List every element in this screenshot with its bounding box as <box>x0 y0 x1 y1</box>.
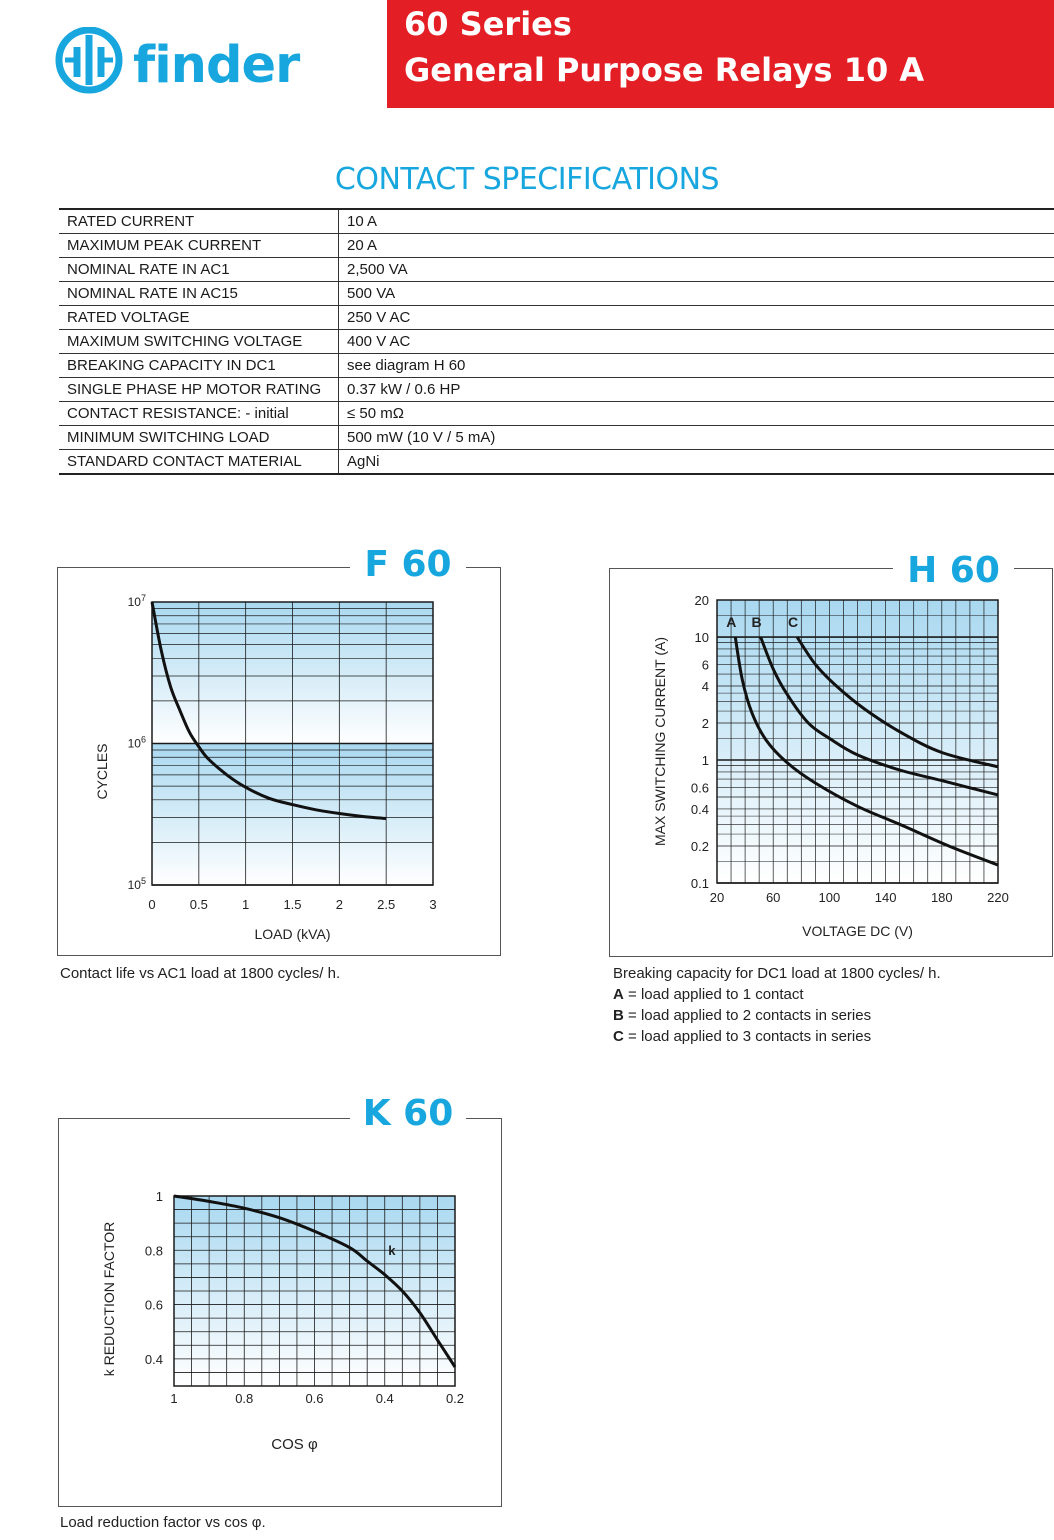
x-axis-label: COS φ <box>271 1436 318 1453</box>
chart-code-f60: F 60 <box>350 545 466 585</box>
spec-value: AgNi <box>339 450 1054 475</box>
series-label-b: B <box>751 614 762 631</box>
series-label-c: C <box>788 614 799 631</box>
chart-k60 <box>58 1118 500 1505</box>
y-tick-label: 0.6 <box>144 1297 163 1313</box>
spec-label: CONTACT RESISTANCE: - initial <box>59 402 339 426</box>
y-tick-label: 0.4 <box>144 1351 163 1367</box>
spec-value: 10 A <box>339 209 1054 234</box>
spec-label: STANDARD CONTACT MATERIAL <box>59 450 339 475</box>
x-tick-label: 1.5 <box>283 897 302 912</box>
x-tick-label: 1 <box>242 897 250 912</box>
legend-row-c: C = load applied to 3 contacts in series <box>613 1028 872 1045</box>
y-tick-label: $10^7$ <box>127 593 146 609</box>
spec-row <box>59 450 1054 475</box>
x-tick-label: 60 <box>765 890 781 905</box>
y-tick-label: 1 <box>155 1189 163 1204</box>
product-title: General Purpose Relays 10 A <box>404 51 925 89</box>
spec-label: RATED CURRENT <box>59 209 339 234</box>
spec-value: 0.37 kW / 0.6 HP <box>339 378 1054 402</box>
x-tick-label: 180 <box>930 890 953 905</box>
spec-value: 20 A <box>339 234 1054 258</box>
y-axis-label: CYCLES <box>94 743 110 800</box>
y-tick-label: $10^5$ <box>127 876 146 892</box>
spec-value: see diagram H 60 <box>339 354 1054 378</box>
spec-row <box>59 402 1054 426</box>
y-tick-label: 0.4 <box>690 801 709 817</box>
caption-h60 <box>613 963 941 1047</box>
spec-label: MINIMUM SWITCHING LOAD <box>59 426 339 450</box>
chart-code-k60: K 60 <box>350 1094 466 1134</box>
y-tick-label: 0.2 <box>690 838 709 854</box>
spec-row <box>59 378 1054 402</box>
y-tick-label: 10 <box>694 630 709 646</box>
spec-row <box>59 330 1054 354</box>
spec-label: NOMINAL RATE IN AC15 <box>59 282 339 306</box>
x-tick-label: 0.4 <box>375 1391 394 1406</box>
x-tick-label: 3 <box>429 897 437 912</box>
caption-h60-text: Breaking capacity for DC1 load at 1800 cycles/ h. <box>613 965 941 982</box>
spec-row <box>59 209 1054 234</box>
x-tick-label: 0.8 <box>235 1391 254 1406</box>
spec-value: 250 V AC <box>339 306 1054 330</box>
legend-row-b: B = load applied to 2 contacts in series <box>613 1007 872 1024</box>
x-axis-label: LOAD (kVA) <box>254 926 331 942</box>
spec-row <box>59 354 1054 378</box>
y-tick-label: 0.6 <box>690 780 709 796</box>
y-axis-label: MAX SWITCHING CURRENT (A) <box>652 637 668 846</box>
legend-row-a: A = load applied to 1 contact <box>613 986 804 1003</box>
chart-h60 <box>609 568 1051 955</box>
y-tick-label: 4 <box>701 678 709 694</box>
x-tick-label: 2.5 <box>377 897 396 912</box>
y-tick-label: 0.1 <box>690 876 709 891</box>
section-heading: CONTACT SPECIFICATIONS <box>334 162 720 197</box>
y-tick-label: 1 <box>701 753 709 769</box>
x-tick-label: 140 <box>874 890 897 905</box>
spec-label: NOMINAL RATE IN AC1 <box>59 258 339 282</box>
finder-emblem-icon <box>55 27 125 97</box>
series-label-k: k <box>388 1243 396 1259</box>
y-tick-label: 6 <box>701 657 709 673</box>
brand-name: finder <box>133 36 300 95</box>
series-label-a: A <box>726 614 737 631</box>
spec-value: 500 mW (10 V / 5 mA) <box>339 426 1054 450</box>
chart-code-h60: H 60 <box>893 551 1014 591</box>
y-tick-label: $10^6$ <box>127 734 146 751</box>
spec-value: 500 VA <box>339 282 1054 306</box>
spec-value: 2,500 VA <box>339 258 1054 282</box>
y-axis-label: k REDUCTION FACTOR <box>101 1221 117 1377</box>
spec-row <box>59 306 1054 330</box>
chart-f60 <box>57 567 499 954</box>
spec-row <box>59 426 1054 450</box>
spec-value: ≤ 50 mΩ <box>339 402 1054 426</box>
x-tick-label: 100 <box>818 890 841 905</box>
x-tick-label: 20 <box>709 890 725 905</box>
spec-table <box>59 208 1054 475</box>
x-tick-label: 0 <box>148 897 156 912</box>
caption-f60: Contact life vs AC1 load at 1800 cycles/ h. <box>60 965 341 982</box>
y-tick-label: 0.8 <box>144 1243 163 1259</box>
y-tick-label: 20 <box>694 593 709 608</box>
spec-value: 400 V AC <box>339 330 1054 354</box>
spec-label: MAXIMUM PEAK CURRENT <box>59 234 339 258</box>
spec-label: MAXIMUM SWITCHING VOLTAGE <box>59 330 339 354</box>
spec-row <box>59 258 1054 282</box>
spec-label: SINGLE PHASE HP MOTOR RATING <box>59 378 339 402</box>
x-tick-label: 0.2 <box>445 1391 465 1406</box>
x-tick-label: 220 <box>987 890 1009 905</box>
spec-label: BREAKING CAPACITY IN DC1 <box>59 354 339 378</box>
x-tick-label: 0.6 <box>305 1391 324 1406</box>
x-axis-label: VOLTAGE DC (V) <box>802 923 913 939</box>
x-tick-label: 1 <box>170 1391 178 1406</box>
spec-label: RATED VOLTAGE <box>59 306 339 330</box>
x-tick-label: 0.5 <box>189 897 208 912</box>
x-tick-label: 2 <box>335 897 343 912</box>
title-banner <box>387 0 1054 108</box>
y-tick-label: 2 <box>701 715 709 731</box>
caption-k60: Load reduction factor vs cos φ. <box>60 1514 266 1531</box>
series-title: 60 Series <box>404 5 572 43</box>
spec-row <box>59 282 1054 306</box>
spec-row <box>59 234 1054 258</box>
